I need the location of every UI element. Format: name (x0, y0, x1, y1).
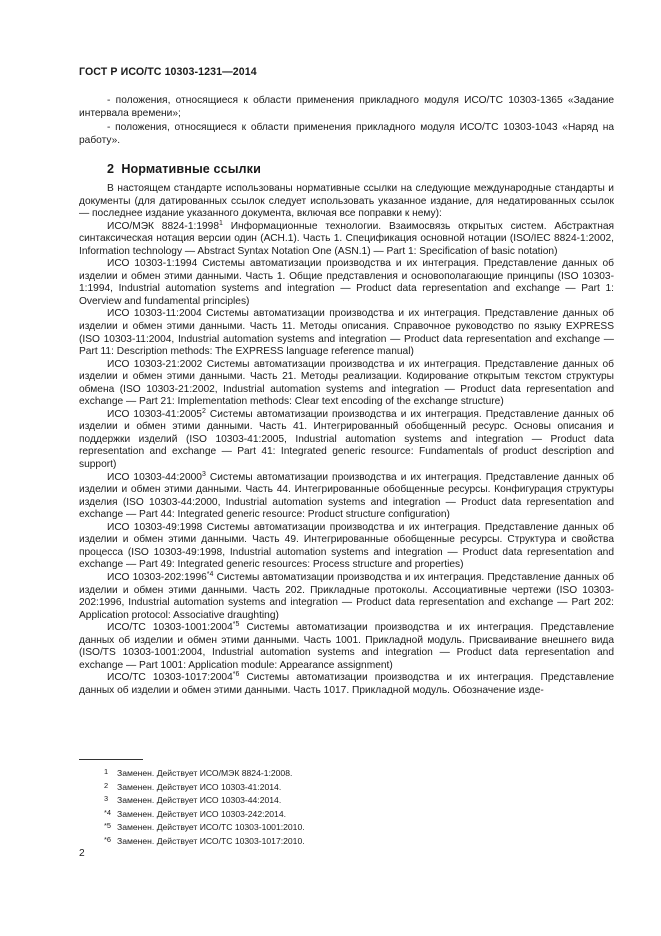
footnote-text: Заменен. Действует ИСО/МЭК 8824-1:2008. (117, 768, 293, 778)
reference-code: ИСО 10303-44:2000 (107, 471, 202, 483)
reference-item (79, 308, 614, 358)
reference-code: ИСО/ТС 10303-1017:2004 (107, 672, 233, 684)
footnote-mark: 2 (201, 407, 206, 415)
reference-item (79, 522, 614, 572)
reference-text: Системы автоматизации производства и их интеграция. Представление данных об изделии и обмен этими данными. Часть 41. Интегрированный обобщенный ресурс. Основы описания и поддержки изделий (ISO 10303-41:2005, Industrial automation systems and integration — Product data representation and exchange — Part 41: Integrated generic resource: Fundamentals of product description and support) (79, 408, 614, 471)
footnote-divider (79, 759, 143, 760)
footnote-mark: *4 (104, 807, 111, 817)
reference-item (79, 221, 614, 259)
reference-item (79, 672, 614, 697)
reference-text: Системы автоматизации производства и их интеграция. Представление данных об изделии и обмен этими данными. Часть 1. Общие представления и основополагающие принципы (ISO 10303-1:1994, Industrial automation systems and integration — Product data representation and exchange — Part 1: Overview and fundamental principles) (79, 258, 614, 307)
footnote-item (104, 793, 584, 807)
intro-item: - положения, относящиеся к области применения прикладного модуля ИСО/ТС 10303-1365 «Задание интервала времени»; (79, 95, 614, 119)
reference-text: Системы автоматизации производства и их интеграция. Представление данных об изделии и обмен этими данными. Часть 11. Методы описания. Справочное руководство по языку EXPRESS (ISO 10303-11:2004, Industrial automation systems and integration — Product data representation and exchange — Part 11: Description methods: The EXPRESS language reference manual) (79, 308, 614, 358)
reference-code: ИСО 10303-202:1996 (107, 571, 207, 583)
footnote-item (104, 780, 584, 794)
footnote-mark: *5 (232, 621, 240, 629)
section-heading (107, 163, 261, 176)
reference-code: ИСО 10303-41:2005 (107, 408, 202, 420)
footnotes (104, 766, 584, 847)
footnote-text: Заменен. Действует ИСО/ТС 10303-1017:2010. (117, 835, 305, 846)
footnote-text: Заменен. Действует ИСО 10303-41:2014. (117, 781, 282, 792)
reference-code: ИСО 10303-21:2002 (107, 358, 203, 370)
intro-item: - положения, относящиеся к области применения прикладного модуля ИСО/ТС 10303-1043 «Наряд на работу». (79, 122, 614, 146)
reference-item (79, 258, 614, 308)
reference-text: Системы автоматизации производства и их интеграция. Представление данных об изделии и обмен этими данными. Часть 21. Методы реализации. Кодирование открытым текстом структуры обмена (ISO 10303-21:2002, Industrial automation systems and integration — Product data representation and exchange — Part 21: Implementation methods: Clear text encoding of the exchange structure) (79, 358, 614, 408)
footnote-text: Заменен. Действует ИСО 10303-242:2014. (117, 808, 286, 819)
reference-code: ИСО/МЭК 8824-1:1998 (107, 220, 219, 232)
reference-item (79, 472, 614, 522)
footnote-item (104, 766, 584, 780)
reference-text: Системы автоматизации производства и их интеграция. Представление данных об изделии и обмен этими данными. Часть 202. Прикладные протоколы. Ассоциативные чертежи (ISO 10303-202:1996, Industrial automation systems and integration — Product data representation and exchange — Part 202: Application protocol: Associative draughting) (79, 571, 614, 621)
footnote-mark: 1 (219, 219, 223, 227)
reference-item (79, 572, 614, 622)
reference-code: ИСО 10303-11:2004 (107, 308, 202, 320)
reference-text: Информационные технологии. Взаимосвязь открытых систем. Абстрактная синтаксическая нотация версии один (АСН.1). Часть 1. Спецификация основной нотации (ISO/IEC 8824-1:2002, Information technology — Abstract Syntax Notation One (ASN.1) — Part 1: Specification of basic notation) (79, 220, 614, 257)
reference-code: ИСО 10303-49:1998 (107, 521, 203, 533)
reference-text: Системы автоматизации производства и их интеграция. Представление данных об изделии и обмен этими данными. Часть 49. Интегрированные обобщенные ресурсы. Структура и свойства процесса (ISO 10303-49:1998, Industrial automation systems and integration — Product data representation and exchange — Part 49: Integrated generic resources: Process structure and properties) (79, 521, 614, 571)
intro-list (79, 95, 614, 149)
reference-code: ИСО 10303-1:1994 (107, 258, 198, 270)
page-header-standard-id: ГОСТ Р ИСО/ТС 10303-1231—2014 (79, 66, 257, 78)
footnote-mark: *4 (206, 570, 214, 578)
footnote-mark: 2 (104, 780, 109, 790)
reference-text: Системы автоматизации производства и их интеграция. Представление данных об изделии и обмен этими данными. Часть 1017. Прикладной модуль. Обозначение изде- (79, 672, 614, 696)
section-lead: В настоящем стандарте использованы нормативные ссылки на следующие международные стандарты и документы (для датированных ссылок следует использовать указанное издание, для недатированных ссылок — последнее издание указанного документа, включая все поправки к нему): (79, 183, 614, 220)
footnote-mark: 1 (104, 767, 109, 776)
footnote-mark: *6 (104, 834, 111, 844)
reference-text: Системы автоматизации производства и их интеграция. Представление данных об изделии и обмен этими данными. Часть 1001. Прикладной модуль. Присваивание внешнего вида (ISO/TS 10303-1001:2004, Industrial automation systems and integration — Product data representation and exchange — Part 1001: Application module: Appearance assignment) (79, 622, 614, 671)
footnote-item (104, 820, 584, 834)
footnote-item (104, 834, 584, 848)
footnote-text: Заменен. Действует ИСО/ТС 10303-1001:2010. (117, 822, 305, 832)
footnote-mark: *5 (104, 821, 111, 830)
footnote-text: Заменен. Действует ИСО 10303-44:2014. (117, 795, 282, 805)
footnote-item (104, 807, 584, 821)
section-body (79, 183, 614, 697)
reference-item (79, 622, 614, 672)
reference-item (79, 409, 614, 472)
page-number: 2 (79, 848, 85, 859)
section-number: 2 (107, 162, 115, 176)
footnote-mark: 3 (104, 794, 109, 803)
reference-code: ИСО/ТС 10303-1001:2004 (107, 622, 233, 634)
reference-text: Системы автоматизации производства и их интеграция. Представление данных об изделии и обмен этими данными. Часть 44. Интегрированные обобщенные ресурсы. Конфигурация структуры изделия (ISO 10303-44:2000, Industrial automation systems and integration — Product data representation and exchange — Part 44: Integrated generic resource: Product structure configuration) (79, 471, 614, 521)
footnote-mark: 3 (201, 470, 206, 478)
reference-item (79, 359, 614, 409)
footnote-mark: *6 (232, 671, 240, 679)
section-title: Нормативные ссылки (121, 162, 261, 176)
